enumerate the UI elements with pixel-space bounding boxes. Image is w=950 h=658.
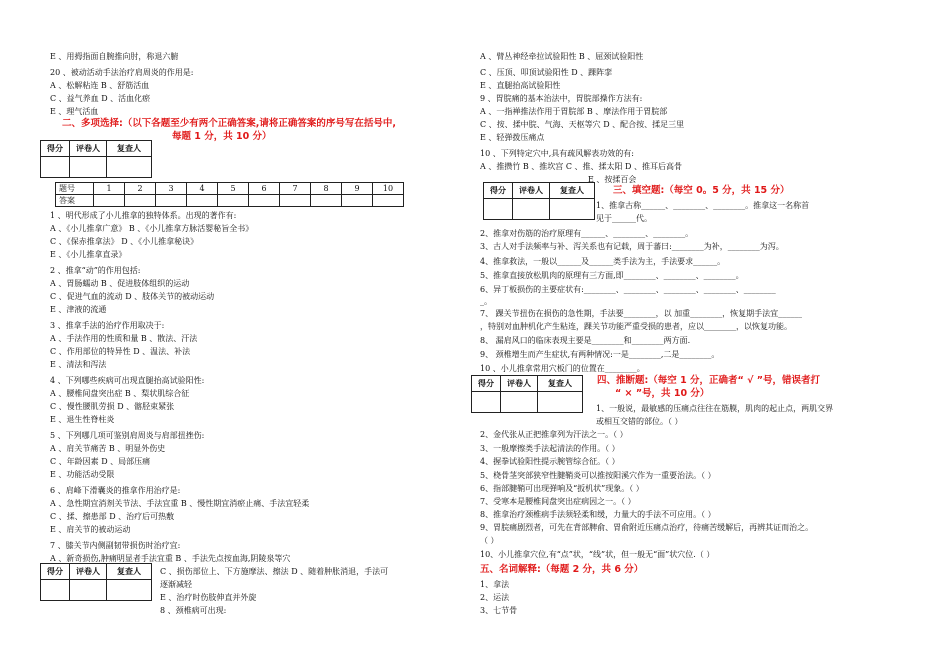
score-cell bbox=[41, 580, 70, 601]
question-line: A 、推攒竹 B 、推坎宫 C 、推、揉太阳 D 、推耳后高骨 bbox=[480, 162, 682, 171]
grader-label: 评卷人 bbox=[513, 183, 550, 199]
question-line: A 、腰椎间盘突出症 B 、梨状肌综合征 bbox=[50, 389, 190, 398]
answer-cell[interactable] bbox=[249, 195, 280, 207]
question-line: C 、年龄因素 D 、局部压痛 bbox=[50, 457, 151, 466]
section-2-title-line2: 每题 1 分，共 10 分） bbox=[172, 131, 272, 142]
question-line: A 、急性期宜消剂关节法、手法宜重 B 、慢性期宜消瘀止痛、手法宜轻柔 bbox=[50, 499, 310, 508]
score-label: 得分 bbox=[41, 141, 70, 157]
question-number-cell: 7 bbox=[280, 183, 311, 195]
question-line: 1、拿法 bbox=[480, 580, 510, 589]
reviewer-label: 复查人 bbox=[107, 141, 152, 157]
question-line: 3、一般摩擦类手法起清法的作用。（ ） bbox=[480, 444, 620, 453]
answer-cell[interactable] bbox=[187, 195, 218, 207]
question-line: A 、肩关节痛苦 B 、明显外伤史 bbox=[50, 444, 166, 453]
question-line: ，特别对血肿机化产生粘连，踝关节功能严重受损的患者，应以________，以恢复功能。 bbox=[480, 322, 792, 331]
question-line: E 、直腿抬高试验阳性 bbox=[480, 81, 561, 90]
question-line: 20 、被动活动手法治疗肩周炎的作用是: bbox=[50, 68, 194, 77]
question-line: 10 、下列特定穴中,具有疏风解表功效的有: bbox=[480, 149, 634, 158]
question-line: 10 、小儿推拿常用穴板门的位置在________。 bbox=[480, 364, 645, 373]
section-4-title-line1: 四、推断题:（每空 1 分，正确者“ √ ”号，错误者打 bbox=[597, 375, 820, 386]
question-line: 见于______代。 bbox=[596, 214, 652, 223]
answer-cell[interactable] bbox=[311, 195, 342, 207]
grader-label: 评卷人 bbox=[501, 376, 538, 392]
grader-cell bbox=[501, 392, 538, 413]
question-line: C 、损伤部位上、下方施摩法、擦法 D 、随着肿胀消退，手法可 bbox=[160, 567, 389, 576]
answer-label: 答案 bbox=[56, 195, 94, 207]
question-number-cell: 2 bbox=[125, 183, 156, 195]
answer-cell[interactable] bbox=[125, 195, 156, 207]
score-label: 得分 bbox=[484, 183, 513, 199]
question-line: E 、理气活血 bbox=[50, 107, 99, 116]
question-line: E 、轻弹拨压痛点 bbox=[480, 133, 545, 142]
question-number-cell: 5 bbox=[218, 183, 249, 195]
grader-label: 评卷人 bbox=[70, 564, 107, 580]
question-number-cell: 1 bbox=[94, 183, 125, 195]
answer-cell[interactable] bbox=[218, 195, 249, 207]
question-line: 3 、推拿手法的治疗作用取决于: bbox=[50, 321, 165, 330]
question-line: 3、古人对手法频率与补、泻关系也有记载，周于蕃曰:________为补，________为泻。 bbox=[480, 242, 784, 251]
section-5-title: 五、名词解释:（每题 2 分，共 6 分） bbox=[480, 564, 644, 575]
question-line: 1 、明代形成了小儿推拿的独特体系。出现的著作有: bbox=[50, 211, 237, 220]
reviewer-label: 复查人 bbox=[107, 564, 152, 580]
grader-label: 评卷人 bbox=[70, 141, 107, 157]
question-line: C 、慢性腰肌劳损 D 、髂胫束紧张 bbox=[50, 402, 175, 411]
question-line: _。 bbox=[480, 297, 492, 306]
question-line: C 、促进气血的流动 D 、肢体关节的被动运动 bbox=[50, 292, 215, 301]
answer-cell[interactable] bbox=[156, 195, 187, 207]
question-number-cell: 8 bbox=[311, 183, 342, 195]
question-line: 5 、下列哪几项可鉴别肩周炎与肩部扭挫伤: bbox=[50, 431, 205, 440]
question-line: 4、握拳试验阳性提示腕管综合征。（ ） bbox=[480, 457, 620, 466]
reviewer-cell bbox=[550, 199, 595, 220]
question-line: 8 、颈椎病可出现: bbox=[160, 606, 227, 615]
answer-table bbox=[55, 182, 404, 207]
score-label: 得分 bbox=[41, 564, 70, 580]
score-cell bbox=[472, 392, 501, 413]
question-line: C 、益气养血 D 、活血化瘀 bbox=[50, 94, 151, 103]
question-number-cell: 4 bbox=[187, 183, 218, 195]
question-line: 2、金代张从正把推拿列为汗法之一。（ ） bbox=[480, 430, 628, 439]
reviewer-label: 复查人 bbox=[538, 376, 583, 392]
question-line: C 、《保赤推拿法》 D 、《小儿推拿秘诀》 bbox=[50, 237, 199, 246]
question-number-cell: 10 bbox=[373, 183, 404, 195]
question-number-cell: 9 bbox=[342, 183, 373, 195]
score-cell bbox=[484, 199, 513, 220]
question-line: A 、手法作用的性质和量 B 、散法、汗法 bbox=[50, 334, 198, 343]
question-line: A 、一指禅推法作用于胃脘部 B 、摩法作用于胃脘部 bbox=[480, 107, 668, 116]
question-line: E 、按揉百会 bbox=[588, 175, 637, 184]
question-line: 1、一般说，最敏感的压痛点往往在筋膜，肌肉的起止点，两肌交界 bbox=[596, 404, 834, 413]
answer-table-number-row bbox=[56, 183, 404, 195]
score-box-section-5 bbox=[40, 563, 152, 601]
answer-cell[interactable] bbox=[94, 195, 125, 207]
question-line: 6 、肩峰下滑囊炎的推拿作用治疗是: bbox=[50, 486, 181, 495]
question-line: C 、按、揉中脘、气海、天枢等穴 D 、配合按、揉足三里 bbox=[480, 120, 685, 129]
question-line: 9、 颈椎增生而产生症状,有两种情况:一是________,二是________。 bbox=[480, 350, 720, 359]
question-line: C 、作用部位的特异性 D 、温法、补法 bbox=[50, 347, 191, 356]
section-2-title-line1: 二、多项选择:（以下各题至少有两个正确答案,请将正确答案的序号写在括号中, bbox=[62, 118, 397, 129]
question-line: C 、揉、擦患部 D 、治疗后可热敷 bbox=[50, 512, 175, 521]
question-line: 10、小儿推拿穴位,有“点”状，“线”状，但一般无“面”状穴位.（ ） bbox=[480, 550, 715, 559]
score-box-section-2 bbox=[40, 140, 152, 178]
reviewer-cell bbox=[107, 580, 152, 601]
question-line: 6、指部腱鞘可出现弹响及“扳机状”现象。（ ） bbox=[480, 484, 644, 493]
section-4-title-line2: “ × ”号，共 10 分） bbox=[615, 388, 710, 399]
question-line: A 、松解粘连 B 、舒筋活血 bbox=[50, 81, 150, 90]
question-line: 逐渐减轻 bbox=[160, 580, 192, 589]
section-3-title: 三、填空题:（每空 0。5 分，共 15 分） bbox=[613, 185, 790, 196]
answer-cell[interactable] bbox=[342, 195, 373, 207]
question-line: 2、运法 bbox=[480, 593, 510, 602]
answer-cell[interactable] bbox=[280, 195, 311, 207]
question-line: E 、治疗时伤肢伸直并外旋 bbox=[160, 593, 257, 602]
question-line: 8、推拿治疗颈椎病手法须轻柔和缓，力量大的手法不可应用。（ ） bbox=[480, 510, 716, 519]
question-line: 7、 踝关节扭伤在损伤的急性期，手法要________，以 加重________，恢复期手法宜______ bbox=[480, 309, 803, 318]
question-line: （ ） bbox=[480, 536, 499, 545]
question-line: 4、推拿救法，一般以______及______类手法为主，手法要求______。 bbox=[480, 257, 726, 266]
question-line: A 、新奇损伤,肿痛明显者手法宜重 B 、手法先点按血海,阴陵泉等穴 bbox=[50, 554, 291, 563]
question-line: 5、推拿直接放松肌肉的原理有三方面,即________、________、________。 bbox=[480, 271, 744, 280]
question-line: A 、臂丛神经牵拉试验阳性 B 、屈颈试验阳性 bbox=[480, 52, 644, 61]
question-line: 7、受寒本是腰椎间盘突出症病因之一。（ ） bbox=[480, 497, 636, 506]
grader-cell bbox=[70, 157, 107, 178]
question-line: E 、用拇指面自腕推向肘，称退六腑 bbox=[50, 52, 179, 61]
question-line: E 、津液的流通 bbox=[50, 305, 107, 314]
question-line: 6、异丁板损伤的主要症状有:________、________、________、________、________ bbox=[480, 285, 776, 294]
reviewer-cell bbox=[107, 157, 152, 178]
question-line: 2、推拿对伤筋的治疗原理有______、________、________。 bbox=[480, 229, 694, 238]
answer-cell[interactable] bbox=[373, 195, 404, 207]
grader-cell bbox=[70, 580, 107, 601]
score-cell bbox=[41, 157, 70, 178]
question-number-cell: 3 bbox=[156, 183, 187, 195]
question-line: A 、《小儿推拿广意》 B 、《小儿推拿方脉活婴秘旨全书》 bbox=[50, 224, 254, 233]
question-line: 8、 漏肩风口的临床表现主要是________和________两方面. bbox=[480, 336, 691, 345]
question-number-cell: 6 bbox=[249, 183, 280, 195]
question-line: 9 、胃脘痛的基本治法中，胃脘部操作方法有: bbox=[480, 94, 643, 103]
question-line: 4 、下列哪些疾病可出现直腿抬高试验阳性: bbox=[50, 376, 205, 385]
question-line: E 、清法和泻法 bbox=[50, 360, 107, 369]
question-number-label: 题号 bbox=[56, 183, 94, 195]
question-line: E 、《小儿推拿直录》 bbox=[50, 250, 127, 259]
score-label: 得分 bbox=[472, 376, 501, 392]
question-line: 3、七节骨 bbox=[480, 606, 518, 615]
question-line: 9、胃脘痛剧烈者，可先在背部脾俞、胃俞附近压痛点治疗，待痛苦缓解后，再辨其证而治之。 bbox=[480, 523, 814, 532]
question-line: A 、胃肠蠕动 B 、促进肢体组织的运动 bbox=[50, 279, 190, 288]
question-line: 或相互交错的部位。（ ） bbox=[596, 417, 683, 426]
reviewer-cell bbox=[538, 392, 583, 413]
grader-cell bbox=[513, 199, 550, 220]
question-line: 5、桡骨茎突部狭窄性腱鞘炎可以推按阳溪穴作为一重要治法。（ ） bbox=[480, 471, 716, 480]
answer-table-answer-row bbox=[56, 195, 404, 207]
reviewer-label: 复查人 bbox=[550, 183, 595, 199]
score-box-section-4 bbox=[471, 375, 583, 413]
question-line: C 、压顶、叩顶试验阳性 D 、踝阵挛 bbox=[480, 68, 613, 77]
question-line: 7 、膝关节内侧副韧带损伤时治疗宜: bbox=[50, 541, 181, 550]
question-line: 1、推拿古称______、________、________。推拿这一名称首 bbox=[596, 201, 810, 210]
question-line: E 、退生性脊柱炎 bbox=[50, 415, 115, 424]
question-line: E 、功能活动受限 bbox=[50, 470, 115, 479]
question-line: 2 、推拿“动”的作用包括: bbox=[50, 266, 141, 275]
score-box-section-3 bbox=[483, 182, 595, 220]
question-line: E 、肩关节的被动运动 bbox=[50, 525, 131, 534]
